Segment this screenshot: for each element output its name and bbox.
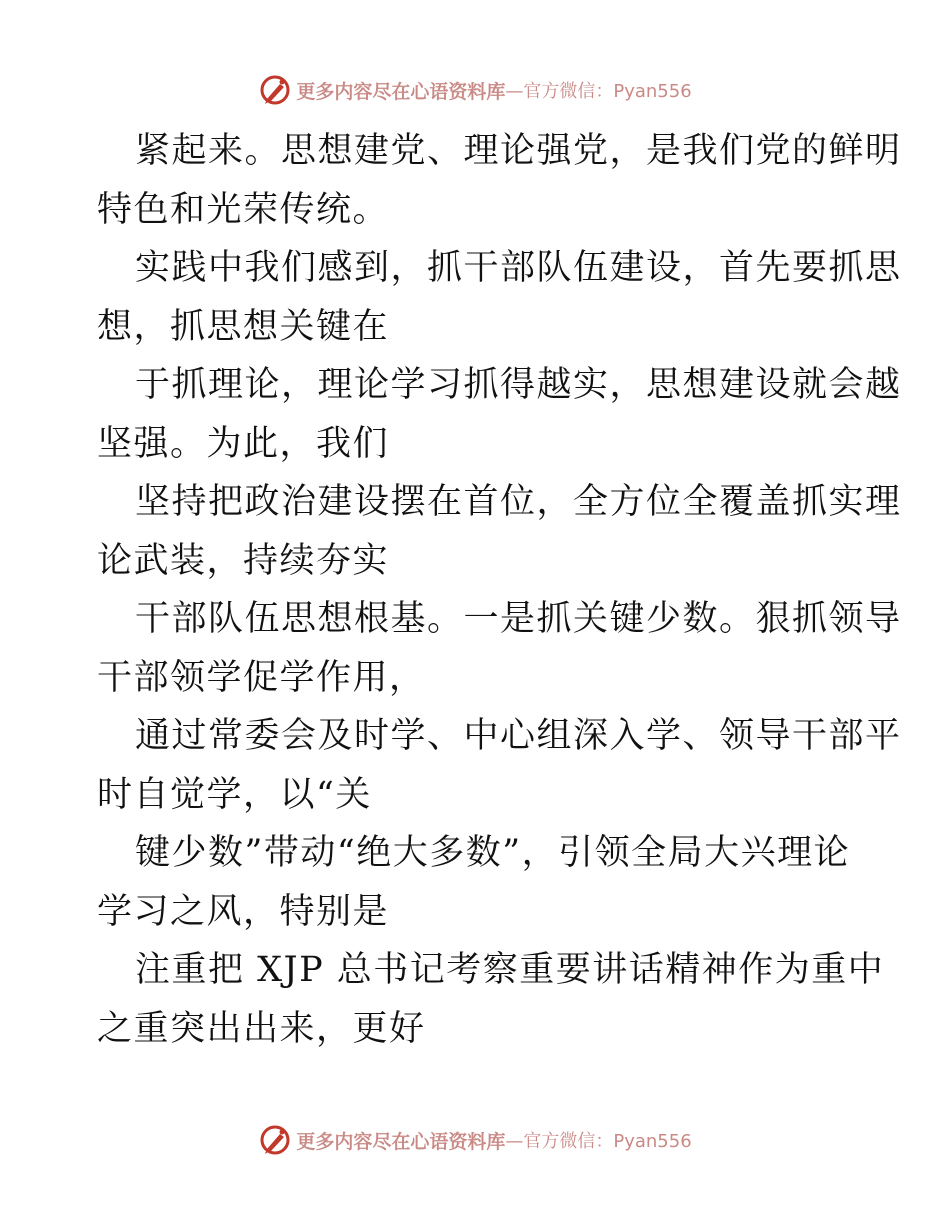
body-text-line: 通过常委会及时学、中心组深入学、领导干部平 bbox=[135, 716, 902, 756]
body-text-line: 坚持把政治建设摆在首位，全方位全覆盖抓实理 bbox=[135, 482, 902, 522]
watermark-sub-text: —官方微信：Pyan556 bbox=[505, 81, 692, 102]
body-text-line: 干部队伍思想根基。一是抓关键少数。狠抓领导 bbox=[135, 599, 902, 639]
watermark-main-text: 更多内容尽在心语资料库 bbox=[296, 1130, 506, 1153]
pen-nib-logo-icon bbox=[258, 1123, 292, 1157]
body-text-line: 于抓理论，理论学习抓得越实，思想建设就会越 bbox=[135, 365, 902, 405]
body-text-line: 紧起来。思想建党、理论强党，是我们党的鲜明 bbox=[135, 131, 902, 171]
document-body bbox=[97, 122, 902, 1058]
body-text-line: 学习之风，特别是 bbox=[97, 891, 390, 932]
watermark-main-text: 更多内容尽在心语资料库 bbox=[296, 80, 506, 103]
footer-watermark bbox=[0, 1120, 950, 1160]
body-text-line: 坚强。为此，我们 bbox=[97, 423, 390, 464]
header-watermark bbox=[0, 70, 950, 110]
body-text-line: 论武装，持续夯实 bbox=[97, 540, 390, 581]
body-text-line: 实践中我们感到，抓干部队伍建设，首先要抓思 bbox=[135, 248, 902, 288]
pen-nib-logo-icon bbox=[258, 73, 292, 107]
watermark-sub-text: —官方微信：Pyan556 bbox=[505, 1131, 692, 1152]
body-text-line: 键少数”带动“绝大多数”，引领全局大兴理论 bbox=[135, 833, 851, 873]
body-text-line: 特色和光荣传统。 bbox=[97, 189, 390, 230]
body-text-line: 想，抓思想关键在 bbox=[97, 306, 390, 347]
body-text-line: 时自觉学，以“关 bbox=[97, 774, 372, 815]
body-text-line: 干部领学促学作用， bbox=[97, 657, 426, 698]
body-text-line: 注重把 XJP 总书记考察重要讲话精神作为重中 bbox=[135, 950, 885, 990]
body-text-line: 之重突出出来，更好 bbox=[97, 1008, 426, 1049]
